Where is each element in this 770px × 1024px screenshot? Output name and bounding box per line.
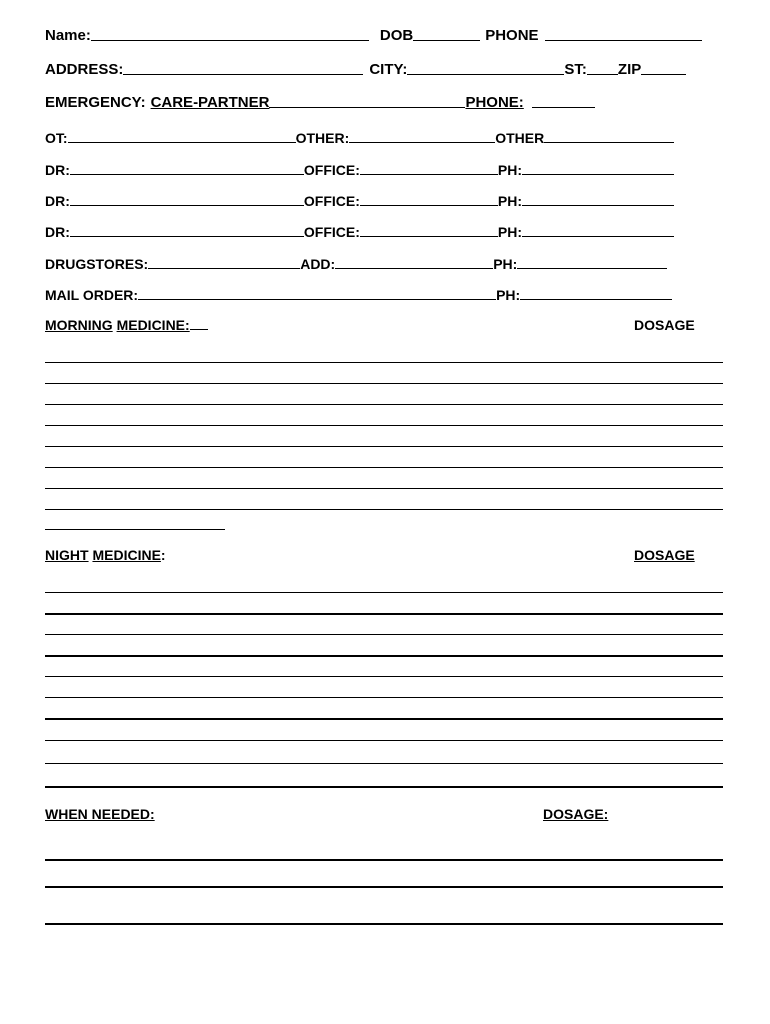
morning-line[interactable] (45, 425, 723, 426)
st-label: ST: (564, 61, 587, 78)
night-line[interactable] (45, 740, 723, 741)
morning-line[interactable] (45, 383, 723, 384)
phone-label: PHONE (485, 27, 539, 44)
night-title-medicine: MEDICINE (92, 547, 161, 563)
ph-label: PH: (497, 224, 523, 240)
morning-dosage-label: DOSAGE (634, 317, 695, 333)
morning-line[interactable] (45, 362, 723, 363)
ph-label: PH: (497, 162, 523, 178)
mail-order-row (45, 283, 672, 303)
zip-field[interactable] (641, 74, 686, 75)
ph-field[interactable] (520, 299, 672, 300)
office-label: OFFICE: (303, 193, 360, 209)
ph-field[interactable] (522, 205, 674, 206)
address-field[interactable] (123, 74, 363, 75)
night-line[interactable] (45, 655, 723, 657)
add-label: ADD: (300, 256, 336, 272)
other-field[interactable] (349, 142, 495, 143)
phone-field[interactable] (545, 40, 702, 41)
office-label: OFFICE: (303, 162, 360, 178)
other-label: OTHER: (295, 130, 350, 146)
dr-field[interactable] (70, 174, 304, 175)
dr-field[interactable] (70, 205, 304, 206)
night-line[interactable] (45, 718, 723, 720)
city-field[interactable] (407, 74, 564, 75)
morning-title: MORNING (45, 317, 113, 333)
morning-line[interactable] (45, 446, 723, 447)
when-needed-line[interactable] (45, 886, 723, 888)
morning-line-short[interactable] (45, 529, 225, 530)
emergency-phone-label: PHONE: (465, 94, 524, 111)
dr-label: DR: (45, 193, 70, 209)
morning-line[interactable] (45, 488, 723, 489)
dr-row (45, 189, 674, 209)
night-line[interactable] (45, 697, 723, 698)
emergency-row (45, 91, 595, 111)
ph-field[interactable] (522, 174, 674, 175)
night-line[interactable] (45, 676, 723, 677)
dob-field[interactable] (413, 40, 480, 41)
emergency-value: CARE-PARTNER (150, 94, 270, 111)
ot-label: OT: (45, 130, 68, 146)
night-title: NIGHT (45, 547, 89, 563)
night-line[interactable] (45, 634, 723, 635)
night-line[interactable] (45, 786, 723, 788)
office-label: OFFICE: (303, 224, 360, 240)
emergency-phone-field[interactable] (532, 107, 595, 108)
emergency-label: EMERGENCY: (45, 94, 146, 111)
night-line[interactable] (45, 763, 723, 764)
ph-field[interactable] (522, 236, 674, 237)
when-needed-dosage-label: DOSAGE: (543, 806, 609, 822)
ot-field[interactable] (68, 142, 296, 143)
office-field[interactable] (360, 205, 498, 206)
st-field[interactable] (587, 74, 618, 75)
address-row (45, 58, 686, 78)
mail-order-field[interactable] (138, 299, 496, 300)
morning-line[interactable] (45, 467, 723, 468)
dr-field[interactable] (70, 236, 304, 237)
morning-title-medicine: MEDICINE: (116, 317, 190, 333)
zip-label: ZIP (617, 61, 642, 78)
name-row (45, 24, 702, 44)
ph-label: PH: (496, 287, 521, 303)
mail-order-label: MAIL ORDER: (45, 287, 139, 303)
ph-label: PH: (497, 193, 523, 209)
drugstores-label: DRUGSTORES: (45, 256, 149, 272)
dr-label: DR: (45, 162, 70, 178)
office-field[interactable] (360, 236, 498, 237)
night-medicine-heading (45, 547, 166, 563)
emergency-field[interactable] (269, 107, 465, 108)
ph-field[interactable] (517, 268, 667, 269)
office-field[interactable] (360, 174, 498, 175)
dr-label: DR: (45, 224, 70, 240)
name-label: Name: (45, 27, 91, 44)
other-field-2[interactable] (544, 142, 674, 143)
ot-row (45, 126, 674, 146)
morning-line[interactable] (45, 509, 723, 510)
dr-row (45, 158, 674, 178)
morning-medicine-heading (45, 317, 208, 333)
add-field[interactable] (335, 268, 493, 269)
when-needed-heading: WHEN NEEDED: (45, 806, 155, 822)
morning-line[interactable] (45, 404, 723, 405)
drugstores-row (45, 252, 667, 272)
night-line[interactable] (45, 613, 723, 615)
when-needed-line[interactable] (45, 859, 723, 861)
city-label: CITY: (369, 61, 408, 78)
name-field[interactable] (91, 40, 369, 41)
night-dosage-label: DOSAGE (634, 547, 695, 563)
drugstores-field[interactable] (148, 268, 300, 269)
other-label-2: OTHER (495, 130, 545, 146)
night-title-colon: : (160, 547, 166, 563)
address-label: ADDRESS: (45, 61, 124, 78)
morning-title-underline (190, 329, 208, 330)
ph-label: PH: (493, 256, 518, 272)
when-needed-line[interactable] (45, 923, 723, 925)
night-line[interactable] (45, 592, 723, 593)
dob-label: DOB (379, 27, 414, 44)
dr-row (45, 220, 674, 240)
